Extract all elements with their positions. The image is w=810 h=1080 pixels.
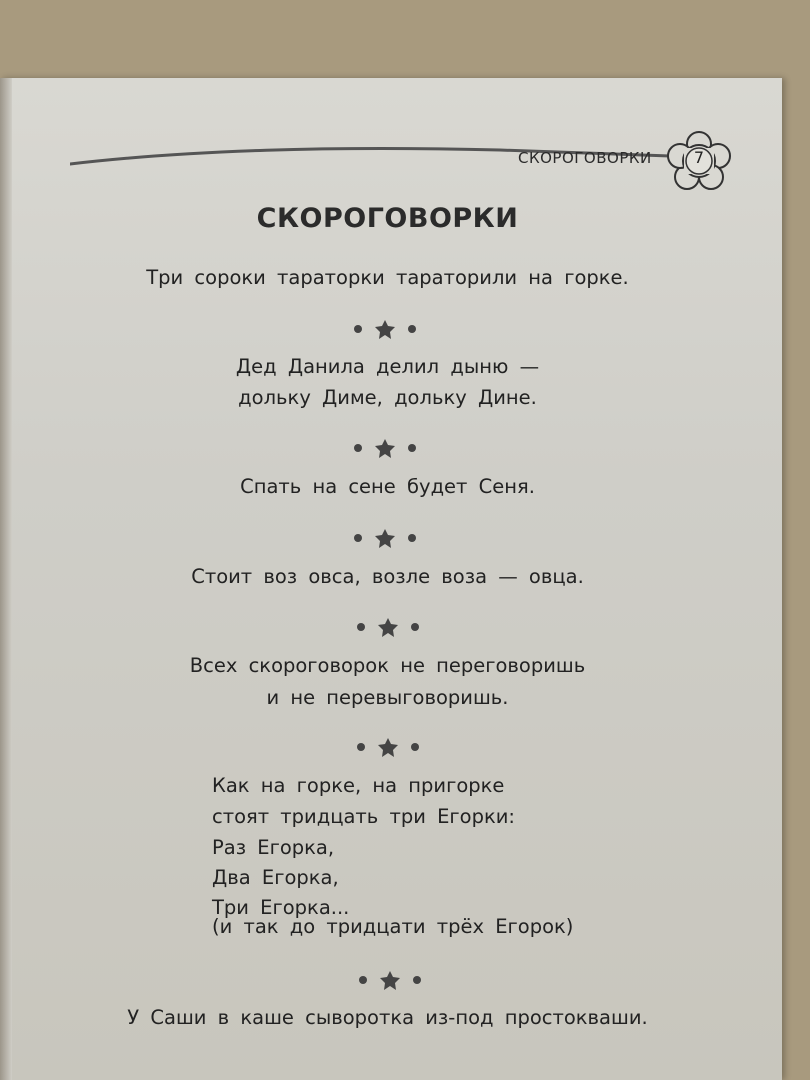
twister-line: У Саши в каше сыворотка из-под простокваши. — [127, 1006, 648, 1029]
running-header-label: СКОРОГОВОРКИ — [518, 149, 652, 167]
twister-line: Спать на сене будет Сеня. — [240, 475, 535, 498]
poem-line: стоят тридцать три Егорки: — [212, 805, 515, 828]
dot-star-dot-divider-icon — [350, 437, 420, 459]
page-title: СКОРОГОВОРКИ — [256, 203, 519, 234]
poem-line: (и так до тридцати трёх Егорок) — [212, 915, 574, 938]
poem-line: Два Егорка, — [212, 866, 339, 889]
twister-line: Три сороки тараторки тараторили на горке. — [146, 266, 629, 289]
twister-line: и не перевыговоришь. — [266, 686, 509, 709]
twister-line: дольку Диме, дольку Дине. — [238, 386, 537, 409]
dot-star-dot-divider-icon — [353, 616, 423, 638]
dot-star-dot-divider-icon — [355, 969, 425, 991]
poem-line: Три Егорка... — [212, 896, 350, 919]
twister-line: Дед Данила делил дыню — — [235, 355, 540, 378]
dot-star-dot-divider-icon — [350, 527, 420, 549]
poem-line: Раз Егорка, — [212, 836, 335, 859]
poem-line: Как на горке, на пригорке — [212, 774, 505, 797]
twister-line: Стоит воз овса, возле воза — овца. — [191, 565, 584, 588]
dot-star-dot-divider-icon — [353, 736, 423, 758]
page-number: 7 — [693, 148, 705, 167]
dot-star-dot-divider-icon — [350, 318, 420, 340]
twister-line: Всех скороговорок не переговоришь — [189, 654, 586, 677]
